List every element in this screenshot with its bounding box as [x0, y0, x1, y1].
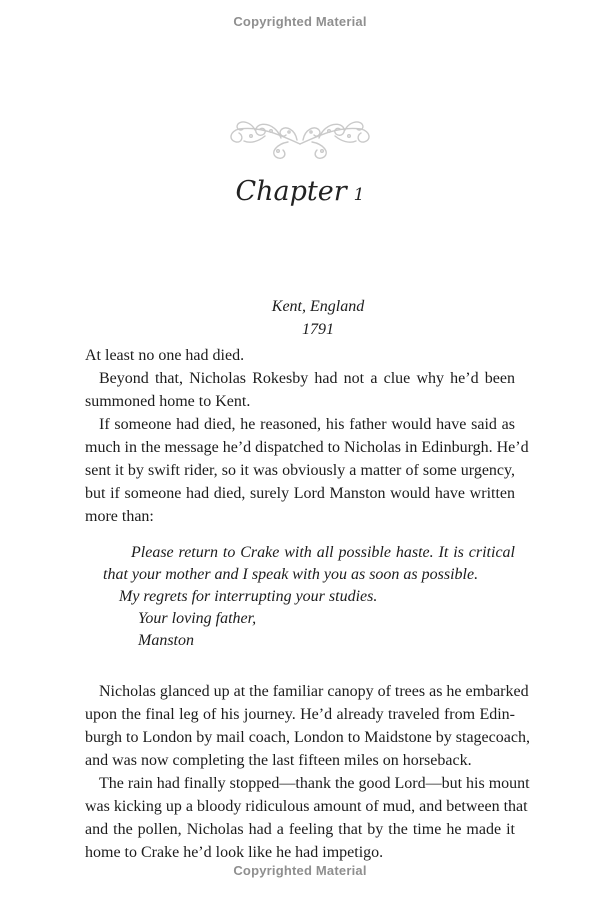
text-line: My regrets for interrupting your studies.: [119, 588, 378, 605]
body-text: [85, 344, 530, 864]
text-line: burgh to London by mail coach, London to Maidstone by stagecoach,: [85, 729, 530, 746]
paragraph-letter-sig: [103, 630, 515, 652]
text-line: Your loving father,: [138, 610, 257, 627]
text-line: Please return to Crake with all possible haste. It is critical: [131, 544, 515, 561]
text-line: that your mother and I speak with you as soon as possible.: [103, 566, 479, 583]
paragraph-indent: [85, 680, 530, 772]
text-line: and the pollen, Nicholas had a feeling that by the time he made it: [85, 821, 515, 838]
copyright-notice-top: Copyrighted Material: [233, 14, 367, 29]
text-line: At least no one had died.: [85, 347, 245, 364]
text-line: upon the final leg of his journey. He’d already traveled from Edin-: [85, 706, 515, 723]
copyright-notice-bottom: Copyrighted Material: [233, 863, 367, 878]
text-line: Beyond that, Nicholas Rokesby had not a clue why he’d been: [99, 370, 515, 387]
chapter-word: Chapter: [235, 176, 347, 207]
text-line: and was now completing the last fifteen miles on horseback.: [85, 752, 472, 769]
paragraph-letter-sig: [103, 608, 515, 630]
text-line: was kicking up a bloody ridiculous amount of mud, and between that: [85, 798, 528, 815]
paragraph-open: [85, 344, 515, 367]
text-line: Nicholas glanced up at the familiar canopy of trees as he embarked: [99, 683, 529, 700]
text-line: but if someone had died, surely Lord Manston would have written: [85, 485, 515, 502]
dateline-year: 1791: [302, 321, 334, 338]
dateline: [85, 295, 515, 341]
text-line: The rain had finally stopped—thank the good Lord—but his mount: [99, 775, 530, 792]
paragraph-letter-mid: [103, 586, 515, 608]
paragraph-letter-first: [103, 542, 515, 586]
text-line: If someone had died, he reasoned, his father would have said as: [99, 416, 515, 433]
chapter-heading: [0, 176, 600, 207]
text-line: sent it by swift rider, so it was obviously a matter of some urgency,: [85, 462, 515, 479]
paragraph-indent: [85, 413, 529, 528]
text-line: summoned home to Kent.: [85, 393, 251, 410]
flourish-ornament-icon: [225, 114, 375, 168]
text-line: home to Crake he’d look like he had impetigo.: [85, 844, 384, 861]
paragraph-indent: [85, 772, 530, 864]
dateline-place: Kent, England: [271, 298, 365, 315]
text-line: Manston: [138, 632, 194, 649]
chapter-number: 1: [353, 185, 365, 205]
text-line: much in the message he’d dispatched to Nicholas in Edinburgh. He’d: [85, 439, 529, 456]
paragraph-indent: [85, 367, 515, 413]
text-line: more than:: [85, 508, 154, 525]
